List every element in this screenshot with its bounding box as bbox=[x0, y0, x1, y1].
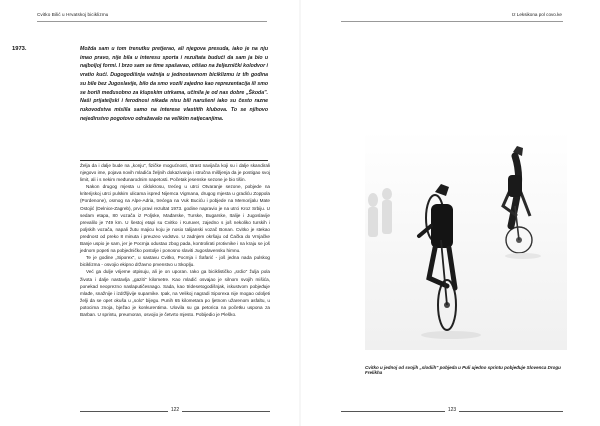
page-number: 122 bbox=[170, 407, 180, 413]
folio-rule bbox=[341, 411, 445, 412]
pull-quote: Možda sam u tom trenutku pretjerao, ali njegova presuda, iako je na nju imao pravo, nije bila u interesu sporta i rezultata budući da sam ja bio u najboljoj formi. I brzo sam se time spašavao, otišao na željeznički kolodvor i vratio kući. Dugogodišnja važnija u jednostavnom biciklizmu iz tih godina su bile bez Jugoslavije, bilo da smo vozili zajedno kao reprezentacija ili smo se borili međusobno za klupskim utrkama, učinila je od nas dobre „Škoda". Naši prijateljski i ferodnosi nikada nisu bili narušeni iako su često razne rukovodstva mislila samo na interese vlastitih klubova. To se njihovo nejedinstvo pogotovo odražavalo na velikim natjecanjima. bbox=[80, 46, 268, 122]
year-marker: 1973. bbox=[12, 46, 27, 52]
paragraph: Te je godine „Siporex", u sastavu Cvitko, Pocmja i Šafarić - još jedna nada pulskog biciklizma - osvojio ekipno državno prvenstvo u Skoplju. bbox=[80, 255, 270, 268]
paragraph: Već ga dulje vrijeme otpisuju, ali je on uporan. Iako ga biciklističko „srdio" žulja pola života i dalje nastavlja „gaziti" kilometre. Kao mladić osvajao je silnom svojih mišića, ponekad neoprezno naslaputičesnago. Sada, kao tridesetogodišnjak, iskustvom pobjeđuje mlađe, snažnije i izdržljivije suparnike. Ipak, na Velikoj nagradi Siporexa nije mogao odoljeti želji da se opet okuša u „solo" bijegu. Punih 65 kilometara po ljetnom užarenom asfaltu, u potocima znoja, bježao je konkurentima. Ulovila su ga petorica na početku uspona za Barban. U sprintu, preumoran, osvojio je četvrto mjesto. Pobijedio je Pleško. bbox=[80, 269, 270, 317]
running-head-left: Cvitko Bilić u Hrvatskoj biciklizmu bbox=[37, 12, 109, 17]
cycling-photo bbox=[365, 130, 567, 350]
page-number: 123 bbox=[447, 407, 457, 413]
header-rule bbox=[341, 21, 563, 22]
running-head-right: Iz Leksikona pol covo.ke bbox=[511, 12, 562, 17]
paragraph: Želja da i dalje bude na „konju", fizičke mogućnosti, strast navijača koji su i dalje skandirali njegovo ime, pojava novih mladića željnih dokazivanja i stručna mišljenja da je postigao svoj limit, ali i s nekim međunarodnim napetosti. Početak jesenske sezone je bio tišin. bbox=[80, 163, 270, 183]
body-text bbox=[80, 162, 270, 318]
page-number-right bbox=[341, 407, 563, 415]
quote-rule bbox=[80, 160, 268, 161]
paragraph: Nakon drugog mjesta u ciklokrosu, trećeg u utrci Otvaranje sezone, pobjede na kriterijskoj utrci pulskim ulicama ispred Nijemca Vigmana, drugog mjesta u gradiću Zoppola (Pordenone), osmog na Alpe-Adria, trećega na Vuk Buciću i pobjede na Memorijalu Mate Ostojić (Delnice-Zagreb), prvi pravi rezultat 1973. godine napravio je na utrci Kroz Srbiju. U sedam etapa, 80 vozača iz Poljske, Mađarske, Turske, Bugarske, Italije i Jugoslavije prevalilo je 749 km. U šestoj etapi su Cvitko i Kuruver, zajedno s još nekoliko turskih i poljskih vozača, napali žutu majicu koju je nosio talijanski vozač Bonan. Cvitko je stekao prednost od preko 8 minuta i preuzeo vodstvo. U zadnjem okršaju od Čačka do Vrnjačke Banje uspio je sam, jer je Pocmja odustao zbog pada, kontrolirati protivnike i na kraju se još jednom popeti na pobjedničko postolje i ponosno slaviti Jugoslavensku himnu. bbox=[80, 184, 270, 254]
folio-rule bbox=[80, 411, 168, 412]
folio-rule bbox=[459, 411, 563, 412]
photo-caption: Cvitko u jednoj od svojih „slodiih" pobjeda u Puli ujedno sprintu pobjeđuje Slovenca Drogu Frelikha bbox=[365, 365, 561, 375]
right-page bbox=[301, 0, 600, 426]
page-number-left bbox=[80, 407, 270, 415]
folio-rule bbox=[182, 411, 270, 412]
header-rule bbox=[37, 21, 267, 22]
cyclists-illustration bbox=[365, 130, 567, 350]
